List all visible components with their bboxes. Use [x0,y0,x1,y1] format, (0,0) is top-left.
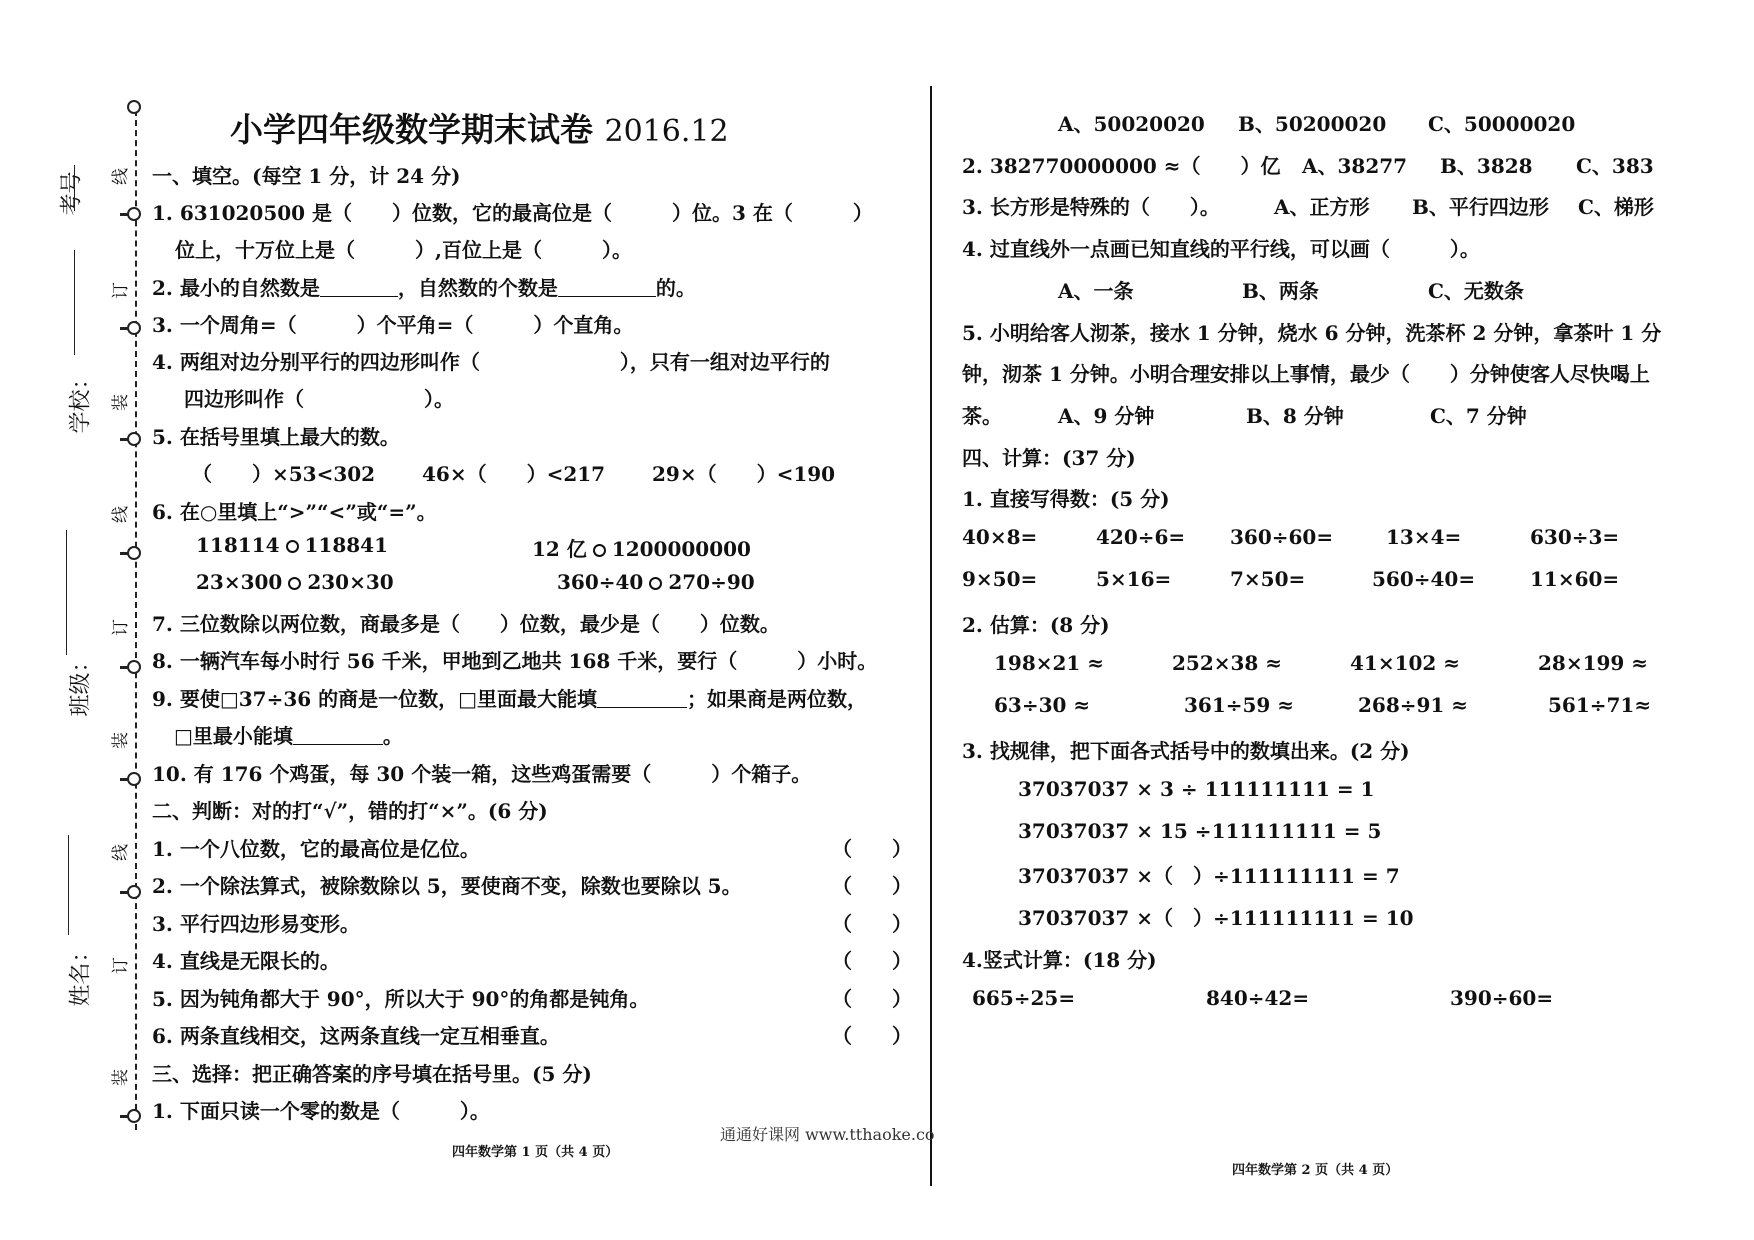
name-label: 姓名： [68,940,94,1007]
binding-hole [127,321,141,335]
choice-2-option-c[interactable]: C、383 [1576,154,1654,178]
calc-vertical-heading: 4.竖式计算：(18 分) [962,948,1157,972]
direct-calc-item: 630÷3= [1530,525,1620,549]
choice-5a: 5. 小明给客人沏茶，接水 1 分钟，烧水 6 分钟，洗茶杯 2 分钟，拿茶叶 1 分 [962,321,1662,345]
judge-item: 3. 平行四边形易变形。 [152,912,360,936]
choice-1: 1. 下面只读一个零的数是（ ）。 [152,1099,490,1123]
estimate-item: 28×199 ≈ [1538,651,1649,675]
q2-text-a: 2. 最小的自然数是 [152,276,320,300]
estimate-item: 63÷30 ≈ [994,693,1091,717]
calc-pattern-heading: 3. 找规律，把下面各式括号中的数填出来。(2 分) [962,739,1410,763]
class-label: 班级： [68,650,94,717]
choice-4-option-c[interactable]: C、无数条 [1428,279,1524,303]
judge-answer-box[interactable]: （ ） [832,912,912,936]
section-choice: 三、选择：把正确答案的序号填在括号里。(5 分) [152,1062,592,1086]
direct-calc-item: 5×16= [1096,567,1172,591]
question-5: 5. 在括号里填上最大的数。 [152,425,400,449]
vertical-calc-item: 390÷60= [1450,986,1554,1010]
binding-mark: 订 [111,957,131,974]
choice-2: 2. 382770000000 ≈（ ）亿 [962,154,1281,178]
choice-3: 3. 长方形是特殊的（ ）。 [962,195,1220,219]
choice-5c: 茶。 [962,404,1002,428]
vertical-calc-item: 840÷42= [1206,986,1310,1010]
choice-5-option-c[interactable]: C、7 分钟 [1430,404,1527,428]
question-7: 7. 三位数除以两位数，商最多是（ ）位数，最少是（ ）位数。 [152,612,780,636]
question-2 [152,272,696,301]
title-text: 小学四年级数学期末试卷 [230,110,593,149]
judge-answer-box[interactable]: （ ） [832,837,912,861]
direct-calc-item: 40×8= [962,525,1038,549]
school-field[interactable] [74,250,75,355]
direct-calc-item: 360÷60= [1230,525,1334,549]
binding-mark: 订 [111,282,131,299]
estimate-item: 361÷59 ≈ [1184,693,1295,717]
footer-page-1: 四年数学第 1 页（共 4 页） [452,1145,619,1160]
estimate-item: 561÷71≈ [1548,693,1652,717]
question-3: 3. 一个周角=（ ）个平角=（ ）个直角。 [152,313,634,337]
binding-hole [127,660,141,674]
judge-item: 2. 一个除法算式，被除数除以 5，要使商不变，除数也要除以 5。 [152,874,742,898]
judge-item: 6. 两条直线相交，这两条直线一定互相垂直。 [152,1024,560,1048]
judge-answer-box[interactable]: （ ） [832,987,912,1011]
school-label: 学校： [68,367,94,434]
compare-left: 23×300 [196,570,283,594]
binding-mark: 订 [111,619,131,636]
choice-2-option-a[interactable]: A、38277 [1302,154,1408,178]
answer-blank[interactable] [597,689,687,708]
q9-text-d: 。 [382,724,403,748]
choice-5-option-b[interactable]: B、8 分钟 [1246,404,1344,428]
calc-estimate-heading: 2. 估算：(8 分) [962,613,1110,637]
estimate-item: 198×21 ≈ [994,651,1105,675]
exam-number-field[interactable] [74,165,75,211]
question-9a [152,683,867,712]
choice-5-option-a[interactable]: A、9 分钟 [1058,404,1155,428]
question-4a: 4. 两组对边分别平行的四边形叫作（ ），只有一组对边平行的 [152,350,830,374]
binding-mark: 线 [111,844,131,861]
answer-blank[interactable] [320,278,398,297]
compare-right: 270÷90 [668,570,755,594]
section-fill-blank: 一、填空。(每空 1 分，计 24 分) [152,164,461,188]
compare-left: 118114 [196,533,280,557]
compare-row [196,533,388,557]
direct-calc-item: 13×4= [1386,525,1462,549]
binding-hole [127,885,141,899]
q2-text-b: ，自然数的个数是 [397,276,558,300]
judge-item: 5. 因为钝角都大于 90°，所以大于 90°的角都是钝角。 [152,987,650,1011]
question-4b: 四边形叫作（ ）。 [184,387,454,411]
choice-2-option-b[interactable]: B、3828 [1440,154,1533,178]
compare-circle[interactable] [286,540,299,553]
binding-mark: 线 [111,506,131,523]
compare-row [532,533,751,562]
judge-item: 1. 一个八位数，它的最高位是亿位。 [152,837,480,861]
estimate-item: 41×102 ≈ [1350,651,1461,675]
section-judge: 二、判断：对的打“√”，错的打“×”。(6 分) [152,799,548,823]
name-field[interactable] [68,835,69,935]
exam-number-label: 考号 [59,171,85,216]
direct-calc-item: 7×50= [1230,567,1306,591]
pattern-row: 37037037 × 15 ÷111111111 = 5 [1018,819,1382,843]
compare-right: 118841 [304,533,388,557]
binding-dashed-line [135,110,137,1130]
question-5c: 29×（ ）<190 [652,462,836,486]
binding-mark: 装 [111,1069,131,1086]
compare-row [196,570,394,594]
choice-4-option-a[interactable]: A、一条 [1058,279,1134,303]
pattern-row: 37037037 ×（ ）÷111111111 = 7 [1018,864,1400,888]
q9-text-c: □里最小能填 [174,724,293,748]
binding-hole [127,772,141,786]
compare-right: 1200000000 [611,537,751,561]
estimate-item: 268÷91 ≈ [1358,693,1469,717]
question-6: 6. 在○里填上“>”“<”或“=”。 [152,500,437,524]
question-10: 10. 有 176 个鸡蛋，每 30 个装一箱，这些鸡蛋需要（ ）个箱子。 [152,762,812,786]
section-calculate: 四、计算：(37 分) [962,446,1136,470]
choice-1-option-a[interactable]: A、50020020 [1058,112,1205,136]
choice-5b: 钟，沏茶 1 分钟。小明合理安排以上事情，最少（ ）分钟使客人尽快喝上 [962,362,1650,386]
calc-direct-heading: 1. 直接写得数：(5 分) [962,487,1170,511]
q9-text-b: ；如果商是两位数， [687,687,868,711]
choice-4-option-b[interactable]: B、两条 [1242,279,1319,303]
direct-calc-item: 9×50= [962,567,1038,591]
binding-hole [127,1109,141,1123]
answer-blank[interactable] [293,726,383,745]
direct-calc-item: 420÷6= [1096,525,1186,549]
binding-hole [127,432,141,446]
question-8: 8. 一辆汽车每小时行 56 千米，甲地到乙地共 168 千米，要行（ ）小时。 [152,649,878,673]
choice-1-option-c[interactable]: C、50000020 [1428,112,1576,136]
exam-title [230,104,729,151]
judge-answer-box[interactable]: （ ） [832,874,912,898]
q9-text-a: 9. 要使□37÷36 的商是一位数，□里面最大能填 [152,687,598,711]
choice-3-option-c[interactable]: C、梯形 [1578,195,1654,219]
binding-hole [127,207,141,221]
compare-circle[interactable] [649,577,662,590]
question-5b: 46×（ ）<217 [422,462,606,486]
choice-4: 4. 过直线外一点画已知直线的平行线，可以画（ ）。 [962,237,1480,261]
binding-hole [127,100,141,114]
binding-hole [127,546,141,560]
title-year: 2016.12 [604,114,729,149]
question-1b: 位上，十万位上是（ ）,百位上是（ ）。 [175,238,632,262]
watermark: 通通好课网 www.tthaoke.co [720,1125,935,1144]
judge-answer-box[interactable]: （ ） [832,1024,912,1048]
compare-right: 230×30 [307,570,394,594]
pattern-row: 37037037 × 3 ÷ 111111111 = 1 [1018,777,1375,801]
right-page [962,0,1722,1240]
pattern-row: 37037037 ×（ ）÷111111111 = 10 [1018,906,1414,930]
question-5a: （ ）×53<302 [192,462,376,486]
choice-3-option-a[interactable]: A、正方形 [1274,195,1370,219]
page-divider [930,86,932,1186]
question-9b [174,720,403,749]
q2-text-c: 的。 [655,276,696,300]
direct-calc-item: 11×60= [1530,567,1620,591]
judge-answer-box[interactable]: （ ） [832,949,912,973]
binding-mark: 装 [111,732,131,749]
left-page [152,0,912,1240]
compare-left: 12 亿 [532,537,587,561]
compare-circle[interactable] [288,577,301,590]
class-field[interactable] [66,530,67,655]
judge-item: 4. 直线是无限长的。 [152,949,340,973]
choice-1-option-b[interactable]: B、50200020 [1238,112,1387,136]
compare-row [557,570,755,594]
choice-3-option-b[interactable]: B、平行四边形 [1412,195,1549,219]
question-1a: 1. 631020500 是（ ）位数，它的最高位是（ ）位。3 在（ ） [152,201,873,225]
binding-mark: 装 [111,394,131,411]
compare-circle[interactable] [593,544,606,557]
binding-mark: 线 [111,168,131,185]
estimate-item: 252×38 ≈ [1172,651,1283,675]
vertical-calc-item: 665÷25= [972,986,1076,1010]
answer-blank[interactable] [558,278,656,297]
direct-calc-item: 560÷40= [1372,567,1476,591]
footer-page-2: 四年数学第 2 页（共 4 页） [1232,1163,1399,1178]
compare-left: 360÷40 [557,570,644,594]
